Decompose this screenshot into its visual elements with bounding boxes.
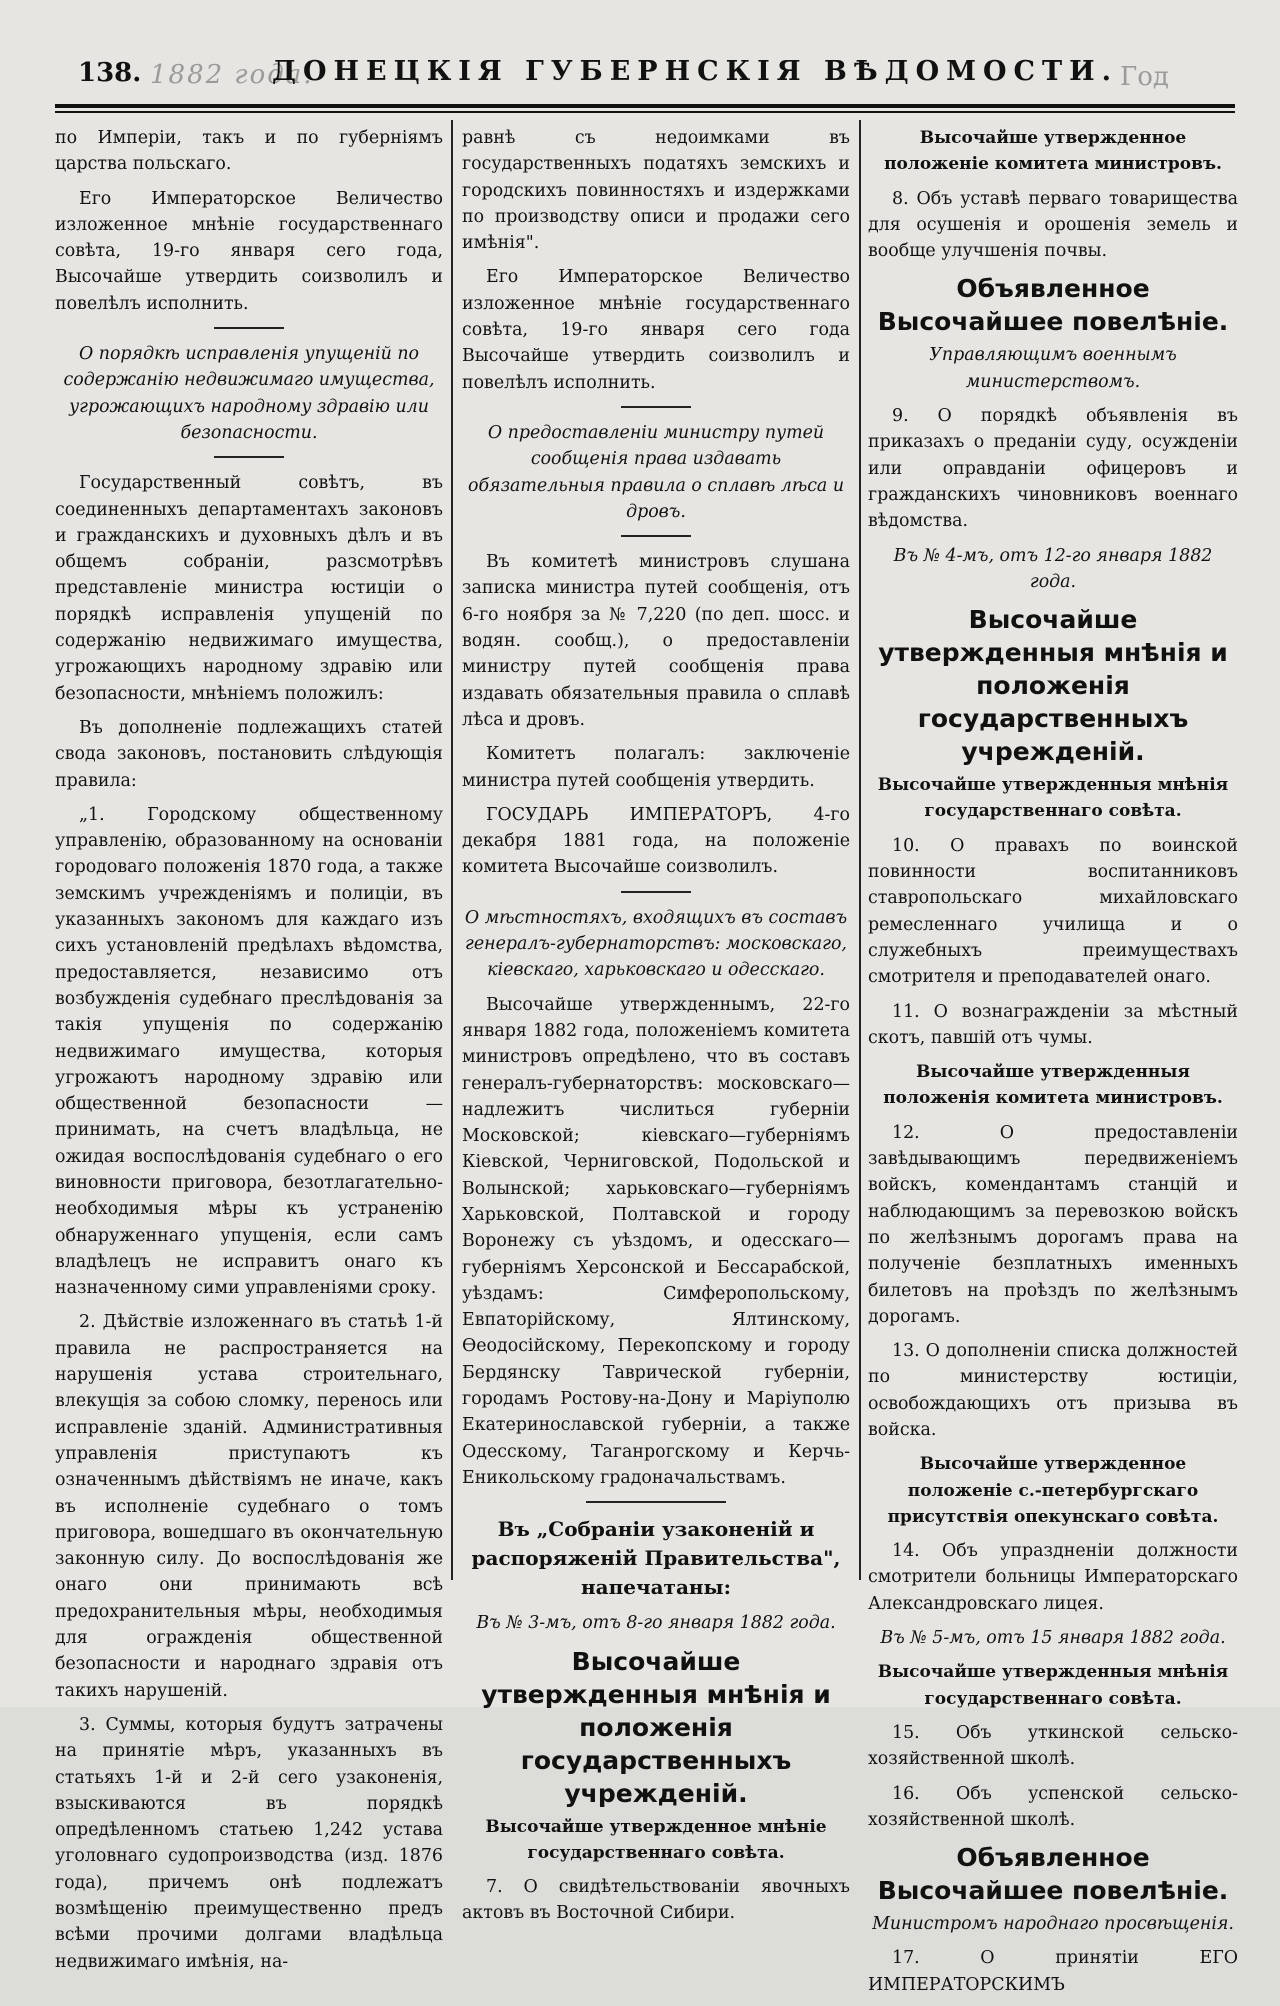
paragraph: Государственный совѣтъ, въ соединенныхъ департаментахъ законовъ и гражданскихъ и духовныхъ дѣлъ и въ общемъ собраніи, разсмотрѣвъ представленіе министра юстиціи о порядкѣ исправленія упущеній по содержанію недвижимаго имущества, угрожающихъ народному здравію или безопасности, мнѣніемъ положилъ: <box>55 473 443 704</box>
paragraph: Комитетъ полагалъ: заключеніе министра путей сообщенія утвердить. <box>462 744 850 791</box>
paragraph: 3. Суммы, которыя будутъ затрачены на принятіе мѣръ, указанныхъ въ статьяхъ 1-й и 2-й сего узаконенія, взыскиваются въ порядкѣ опредѣленномъ статьею 1,242 устава уголовнаго судопроизводства (изд. 1876 года), причемъ онѣ подлежатъ возмѣщенію преимущественно предъ всѣми прочими долгами владѣльца недвижимаго имѣнія, на- <box>55 1714 443 1972</box>
paragraph: 10. О правахъ по воинской повинности воспитанниковъ ставропольскаго михайловскаго ремесленнаго училища и о служебныхъ преимуществахъ смотрителя и преподавателей онаго. <box>868 835 1238 988</box>
paragraph: 14. Объ упраздненіи должности смотрители больницы Императорскаго Александровскаго лицея. <box>868 1541 1238 1614</box>
paragraph: 17. О принятіи ЕГО ИМПЕРАТОРСКИМЪ <box>868 1948 1238 1995</box>
paragraph: 11. О вознагражденіи за мѣстный скотъ, павшій отъ чумы. <box>868 1001 1238 1048</box>
subheading-italic: Управляющимъ военнымъ министерствомъ. <box>929 345 1177 392</box>
page-header <box>0 40 1280 110</box>
paragraph: ГОСУДАРЬ ИМПЕРАТОРЪ, 4-го декабря 1881 года, на положеніе комитета Высочайше соизволилъ. <box>462 804 850 878</box>
subheading: Высочайше утвержденныя мнѣнія государственнаго совѣта. <box>877 775 1229 822</box>
paragraph: 13. О дополненіи списка должностей по министерству юстиціи, освобождающихъ отъ призыва въ войска. <box>868 1341 1238 1440</box>
section-heading: Въ „Собраніи узаконеній и распоряженій Правительства", напечатаны: <box>471 1517 841 1600</box>
section-heading: О порядкѣ исправленія упущеній по содержанію недвижимаго имущества, угрожающихъ народному здравію или безопасности. <box>63 344 435 443</box>
paragraph: 2. Дѣйствіе изложеннаго въ статьѣ 1-й правила не распространяется на нарушенія устава строительнаго, влекущія за собою сломку, перенось или исправленіе зданій. Административныя управленія приступаютъ къ означеннымъ дѣйствіямъ не иначе, какъ въ исполненіе судебнаго о томъ приговора, вошедшаго въ окончательную законную силу. До воспослѣдованія же онаго они принимають всѣ предохранительныя мѣры, необходимыя для огражденія общественной безопасности и народнаго здравія отъ такихъ нарушеній. <box>55 1312 443 1701</box>
separator <box>214 456 284 458</box>
separator <box>621 535 691 537</box>
column-divider <box>451 120 453 1580</box>
header-bleedthrough: 1882 года. <box>150 60 314 90</box>
paragraph: равнѣ съ недоимками въ государственныхъ податяхъ земскихъ и городскихъ повинностяхъ и издержками по производству описи и продажи сего имѣнія". <box>462 128 850 254</box>
paragraph: Въ дополненіе подлежащихъ статей свода законовъ, постановить слѣдующія правила: <box>55 717 443 791</box>
separator <box>214 327 284 329</box>
paragraph: Въ комитетѣ министровъ слушана записка министра путей сообщенія, отъ 6-го ноября за № 7,220 (по деп. шосс. и водян. сообщ.), о предоставленіи министру путей сообщенія права издавать обязательныя правила о сплавѣ лѣса и дровъ. <box>462 552 850 730</box>
paragraph: 9. О порядкѣ объявленія въ приказахъ о преданіи суду, осужденіи или оправданіи офицеровъ и гражданскихъ чиновниковъ военнаго вѣдомства. <box>868 406 1238 532</box>
header-rule-thin <box>55 111 1235 113</box>
subheading: Высочайше утвержденное мнѣніе государственнаго совѣта. <box>485 1816 827 1863</box>
paragraph: 15. Объ уткинской сельско-хозяйственной школѣ. <box>868 1722 1238 1770</box>
paragraph: 8. Объ уставѣ перваго товарищества для осушенія и орошенія земель и вообще улучшенія почвы. <box>868 188 1238 262</box>
subheading: Высочайше утвержденное положеніе комитета министровъ. <box>884 128 1222 175</box>
paragraph: 16. Объ успенской сельско-хозяйственной школѣ. <box>868 1783 1238 1830</box>
paragraph: Высочайше утвержденнымъ, 22-го января 1882 года, положеніемъ комитета министровъ опредѣлено, что въ составъ генералъ-губернаторствъ: московскаго—надлежитъ числиться губерніи Московской; кіевскаго—губерніямъ Кіевской, Черниговской, Подольской и Волынской; харьковскаго—губерніямъ Харьковской, Полтавской и городу Воронежу съ уѣздомъ, и одесскаго—губерніямъ Херсонской и Бессарабской, уѣздамъ: Симферопольскому, Евпаторійскому, Ялтинскому, Ѳеодосійскому, Перекопскому и городу Бердянску Таврической губерніи, городамъ Ростову-на-Дону и Маріуполю Екатеринославской губерніи, а также Одесскому, Таганрогскому и Керчь-Еникольскому градоначальствамъ. <box>462 994 850 1488</box>
paragraph: 7. О свидѣтельствованіи явочныхъ актовъ въ Восточной Сибири. <box>462 1877 850 1924</box>
newspaper-title: ДОНЕЦКІЯ ГУБЕРНСКІЯ ВѢДОМОСТИ. <box>271 56 1119 87</box>
header-rule <box>55 104 1235 108</box>
issue-heading: Въ № 5-мъ, отъ 15 января 1882 года. <box>880 1628 1226 1649</box>
section-heading: О предоставленіи министру путей сообщенія права издавать обязательныя правила о сплавѣ лѣса и дровъ. <box>467 422 845 522</box>
big-heading: Объявленное Высочайшее повелѣніе. <box>877 274 1229 337</box>
section-heading: О мѣстностяхъ, входящихъ въ составъ генералъ-губернаторствъ: московскаго, кіевскаго, харьковскаго и одесскаго. <box>464 907 848 981</box>
column-2 <box>462 125 850 1935</box>
subheading: Высочайше утвержденныя положенія комитета министровъ. <box>883 1062 1223 1109</box>
column-3 <box>868 125 1238 2006</box>
column-1 <box>55 125 443 1983</box>
column-divider <box>859 120 861 1580</box>
paragraph: „1. Городскому общественному управленію, образованному на основаніи городоваго положенія 1870 года, а также земскимъ учрежденіямъ и полиціи, въ указанныхъ закономъ для каждаго изъ сихъ установленій предѣлахъ вѣдомства, предоставляется, независимо отъ возбужденія судебнаго преслѣдованія за такія упущенія по содержанію недвижимаго имущества, которыя угрожаютъ народному здравію или общественной безопасности — принимать, на счетъ владѣльца, не ожидая воспослѣдованія судебнаго о его виновности приговора, безотлагательно-необходимыя мѣры къ устраненію обнаруженнаго упущенія, если самъ владѣлецъ не исправитъ онаго къ назначенному сими управленіями сроку. <box>55 804 443 1299</box>
subheading-italic: Министромъ народнаго просвѣщенія. <box>872 1914 1234 1935</box>
page-number: 138. <box>78 58 142 88</box>
paragraph: Его Императорское Величество изложенное мнѣніе государственнаго совѣта, 19-го января сего года Высочайше утвердить соизволилъ и повелѣлъ исполнить. <box>462 267 850 393</box>
separator <box>621 891 691 893</box>
paragraph: по Имперіи, такъ и по губерніямъ царства польскаго. <box>55 128 443 175</box>
subheading: Высочайше утвержденныя мнѣнія государственнаго совѣта. <box>877 1662 1229 1709</box>
big-heading: Высочайше утвержденныя мнѣнія и положенія государственныхъ учрежденій. <box>481 1646 831 1808</box>
big-heading: Высочайше утвержденныя мнѣнія и положенія государственныхъ учрежденій. <box>878 605 1228 767</box>
separator <box>586 1501 726 1503</box>
subheading: Высочайше утвержденное положеніе с.-петербургскаго присутствія опекунскаго совѣта. <box>887 1454 1219 1527</box>
paragraph: Его Императорское Величество изложенное мнѣніе государственнаго совѣта, 19-го января сего года, Высочайше утвердить соизволилъ и повелѣлъ исполнить. <box>55 188 443 314</box>
paragraph: 12. О предоставленіи завѣдывающимъ передвиженіемъ войскъ, комендантамъ станцій и наблюдающимъ за перевозкою войскъ по желѣзнымъ дорогамъ права на полученіе безплатныхъ именныхъ билетовъ на проѣздъ по желѣзнымъ дорогамъ. <box>868 1122 1238 1327</box>
header-bleedthrough-right: Год <box>1120 62 1169 92</box>
issue-heading: Въ № 3-мъ, отъ 8-го января 1882 года. <box>476 1613 836 1634</box>
big-heading: Объявленное Высочайшее повелѣніе. <box>877 1843 1229 1906</box>
issue-heading: Въ № 4-мъ, отъ 12-го января 1882 года. <box>893 545 1213 592</box>
separator <box>621 406 691 408</box>
